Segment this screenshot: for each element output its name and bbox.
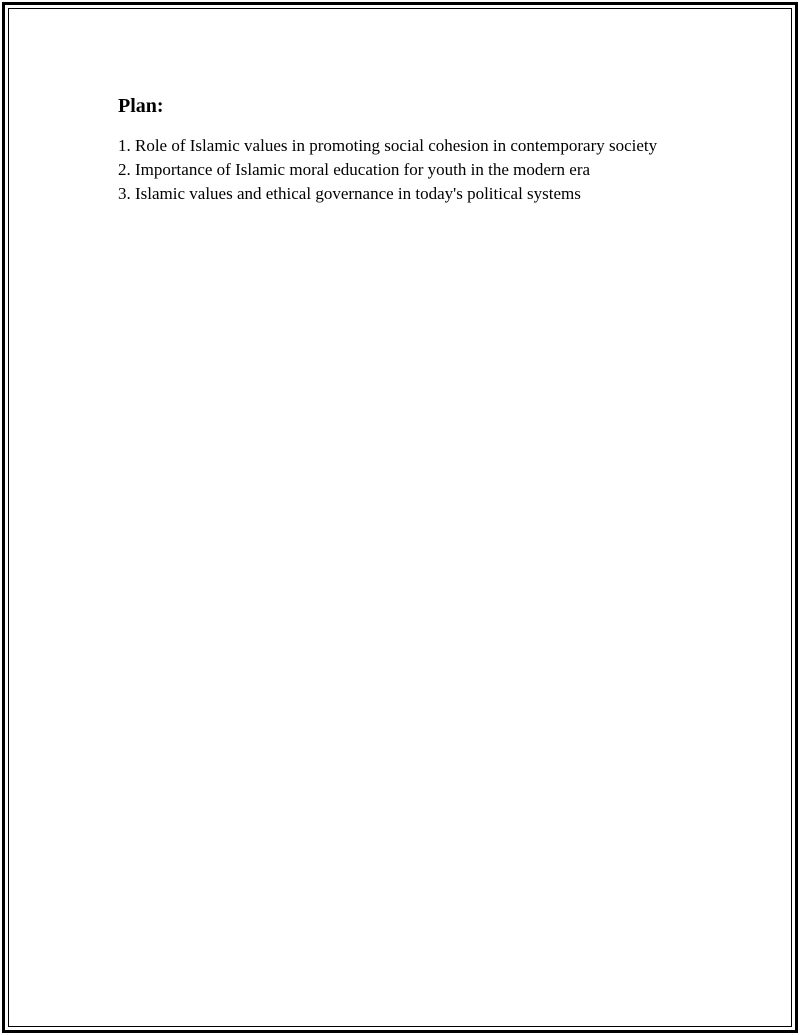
page-content (118, 94, 658, 206)
plan-heading: Plan: (118, 95, 164, 117)
plan-list (118, 134, 658, 206)
plan-item-1: 1. Role of Islamic values in promoting social cohesion in contemporary society (118, 136, 658, 155)
plan-item-3: 3. Islamic values and ethical governance in today's political systems (118, 184, 581, 203)
plan-item-2: 2. Importance of Islamic moral education for youth in the modern era (118, 160, 591, 179)
